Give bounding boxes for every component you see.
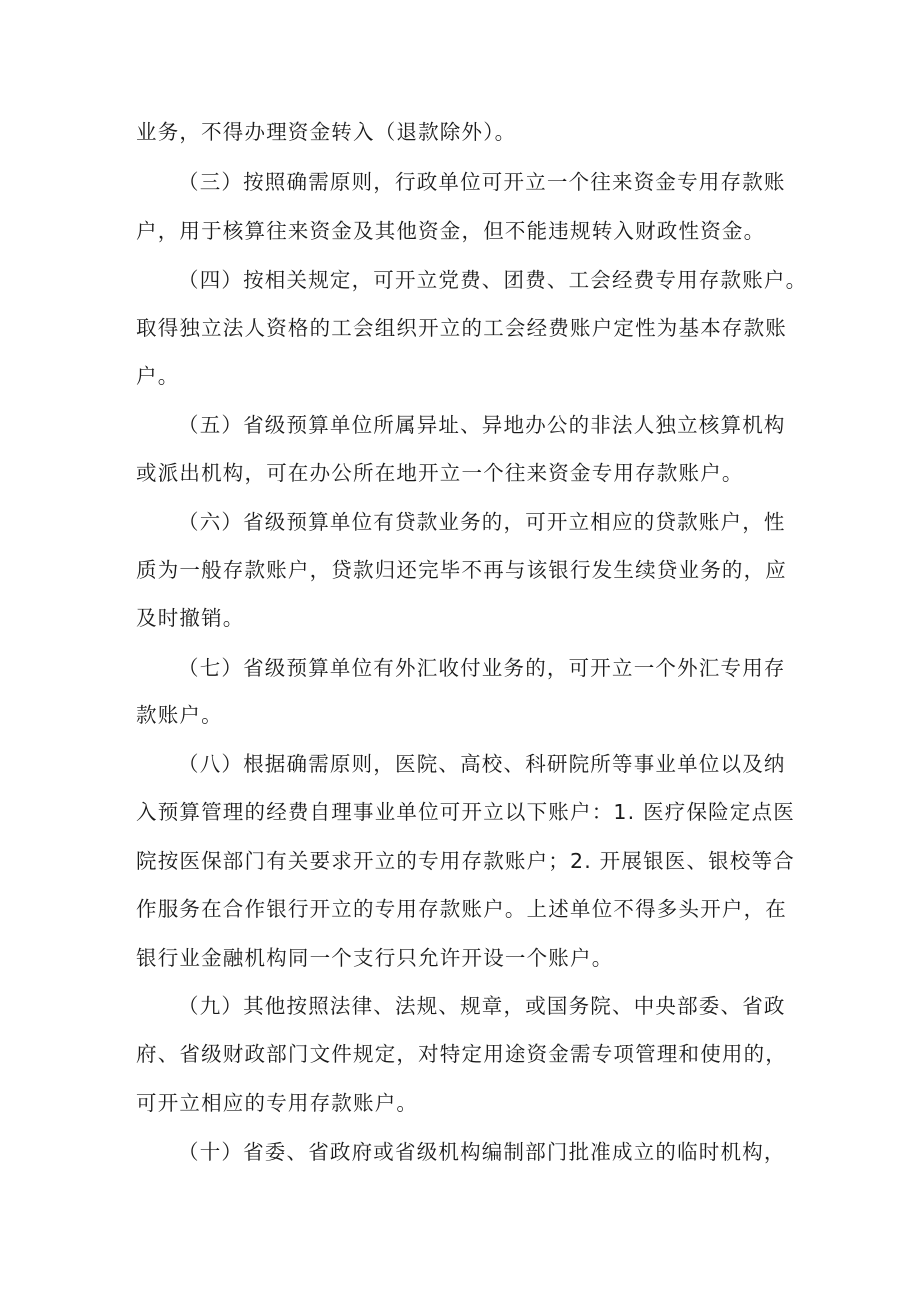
text-line: （七）省级预算单位有外汇收付业务的，可开立一个外汇专用存 xyxy=(178,656,786,680)
text-line: 质为一般存款账户，贷款归还完毕不再与该银行发生续贷业务的，应 xyxy=(136,558,787,582)
text-line: 院按医保部门有关要求开立的专用存款账户；2. 开展银医、银校等合 xyxy=(136,849,795,873)
text-line: 户，用于核算往来资金及其他资金，但不能违规转入财政性资金。 xyxy=(136,219,766,243)
text-line: 入预算管理的经费自理事业单位可开立以下账户：1. 医疗保险定点医 xyxy=(136,800,795,824)
text-line: （六）省级预算单位有贷款业务的，可开立相应的贷款账户，性 xyxy=(178,510,786,534)
text-line: 府、省级财政部门文件规定，对特定用途资金需专项管理和使用的， xyxy=(136,1042,787,1066)
text-line: 款账户。 xyxy=(136,703,223,727)
text-line: （三）按照确需原则，行政单位可开立一个往来资金专用存款账 xyxy=(178,170,786,194)
text-line: （八）根据确需原则，医院、高校、科研院所等事业单位以及纳 xyxy=(178,752,786,776)
text-line: 取得独立法人资格的工会组织开立的工会经费账户定性为基本存款账 xyxy=(136,316,787,340)
text-line: 及时撤销。 xyxy=(136,606,245,630)
text-line: 作服务在合作银行开立的专用存款账户。上述单位不得多头开户，在 xyxy=(136,897,787,921)
text-line: （五）省级预算单位所属异址、异地办公的非法人独立核算机构 xyxy=(178,413,786,437)
text-line: 业务，不得办理资金转入（退款除外）。 xyxy=(136,120,517,144)
text-line: （十）省委、省政府或省级机构编制部门批准成立的临时机构， xyxy=(178,1140,786,1164)
text-line: 银行业金融机构同一个支行只允许开设一个账户。 xyxy=(136,946,614,970)
text-line: 或派出机构，可在办公所在地开立一个往来资金专用存款账户。 xyxy=(136,461,744,485)
text-line: 户。 xyxy=(136,364,180,388)
text-line: （四）按相关规定，可开立党费、团费、工会经费专用存款账户。 xyxy=(178,268,808,292)
text-line: （九）其他按照法律、法规、规章，或国务院、中央部委、省政 xyxy=(178,994,786,1018)
text-line: 可开立相应的专用存款账户。 xyxy=(136,1091,419,1115)
